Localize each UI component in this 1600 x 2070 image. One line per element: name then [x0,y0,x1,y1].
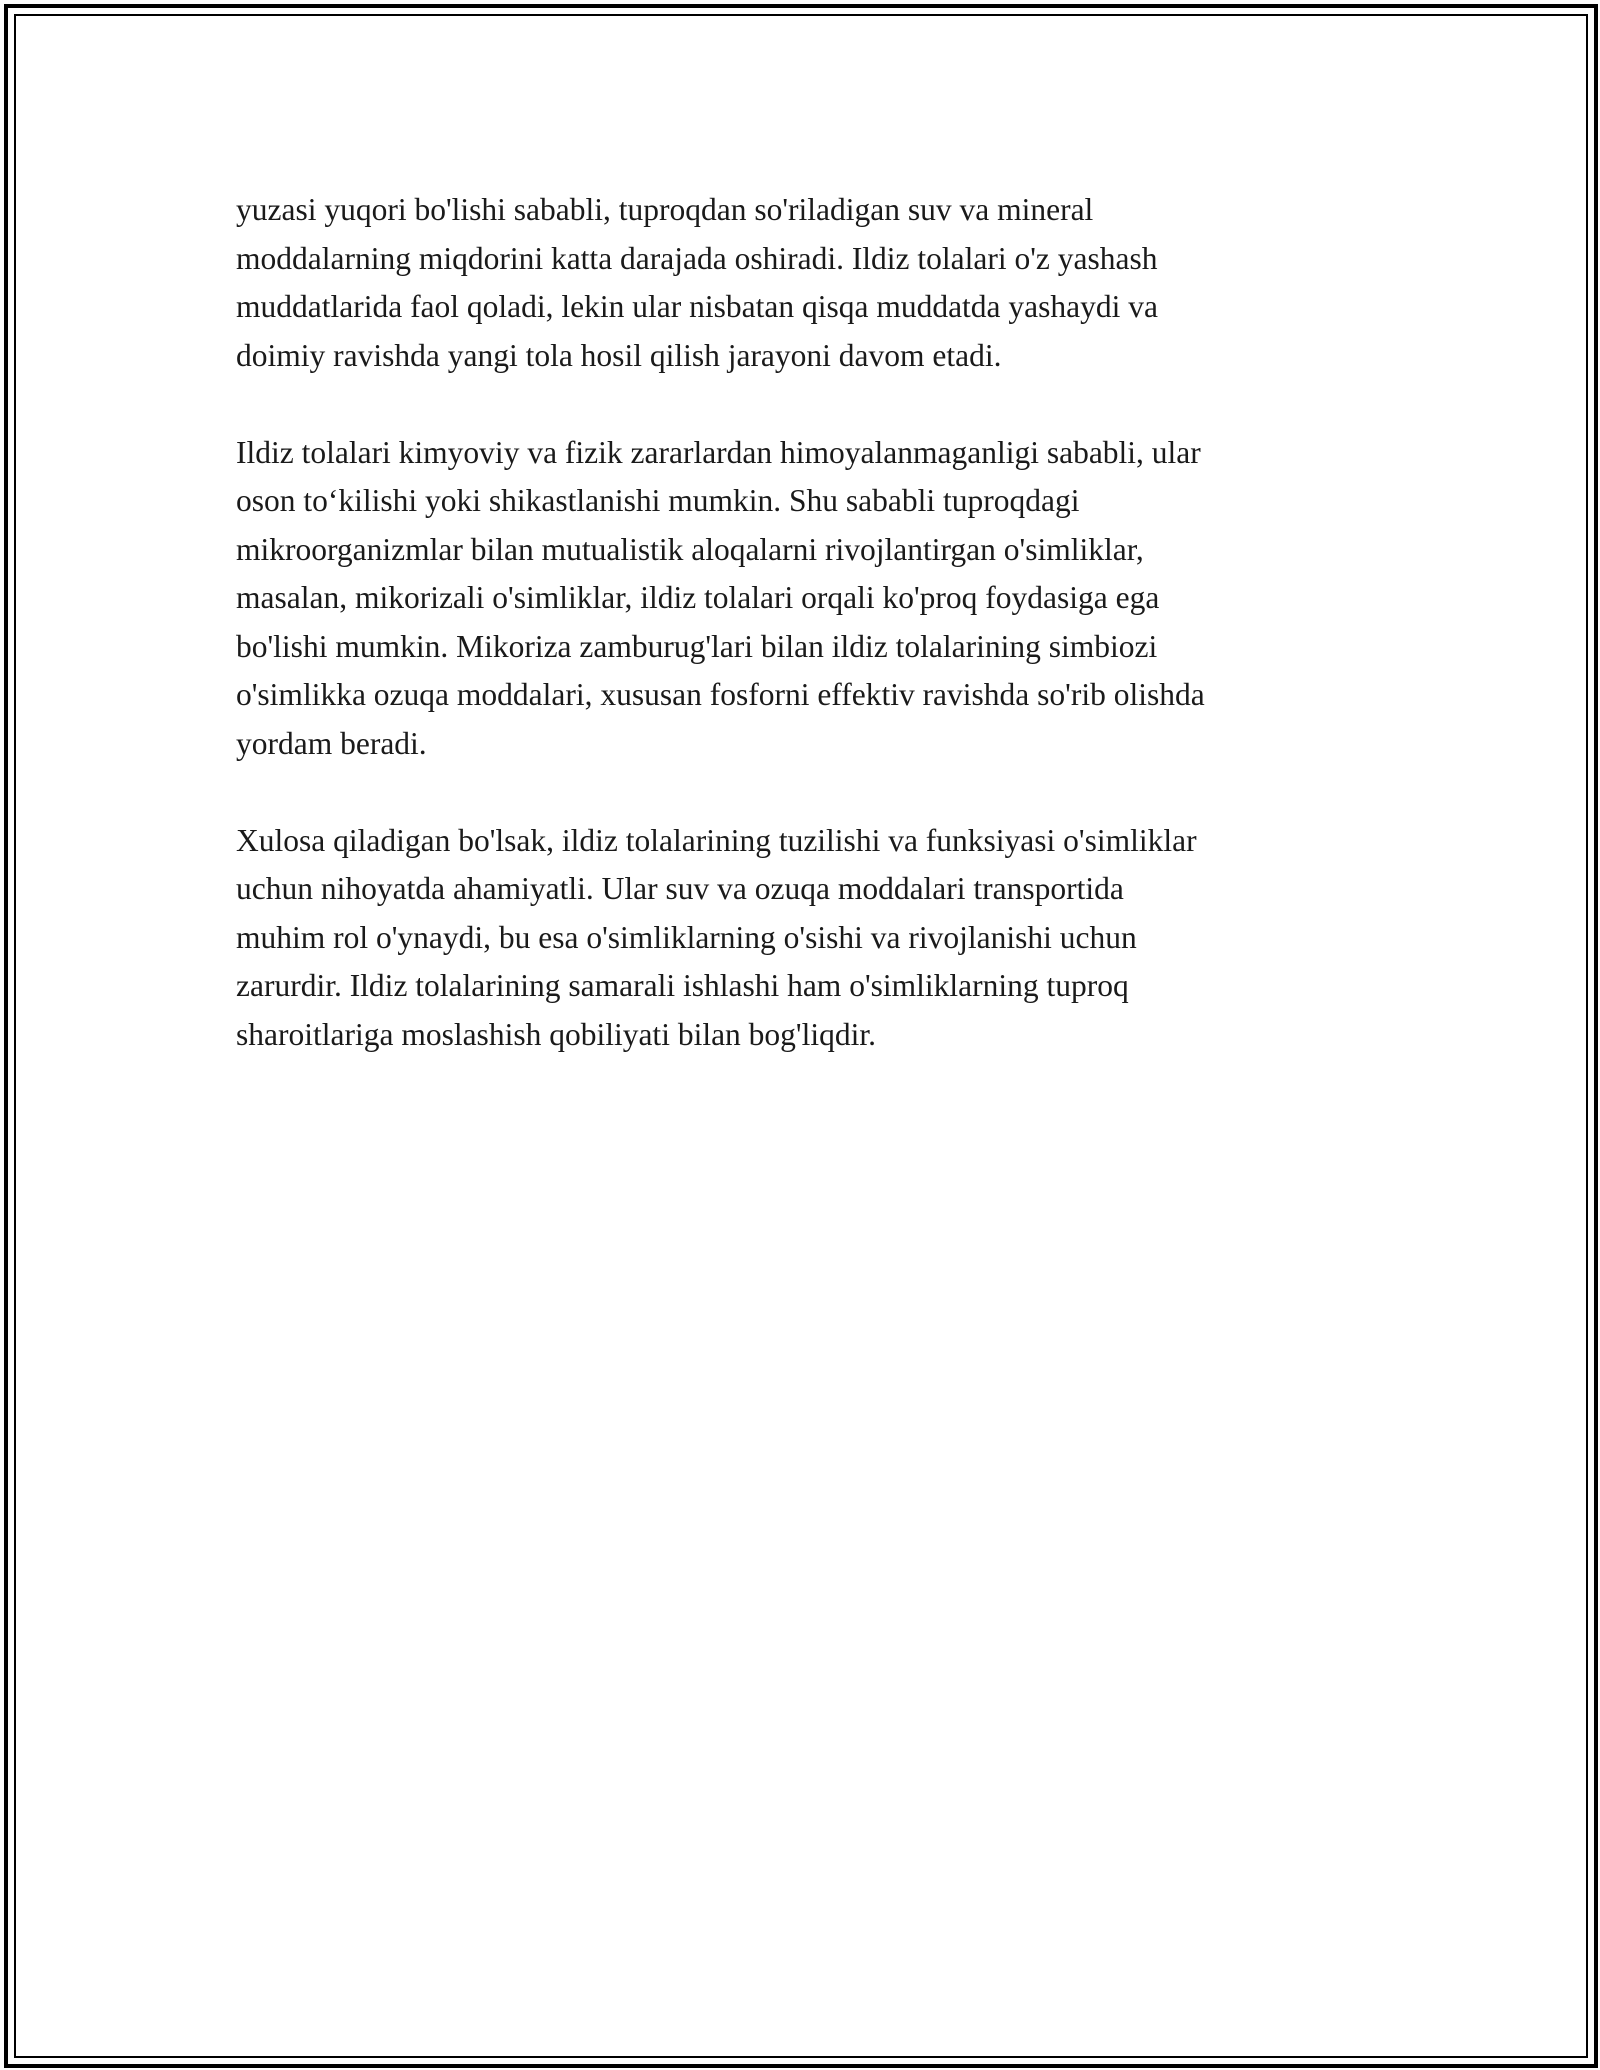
paragraph-2: Ildiz tolalari kimyoviy va fizik zararlardan himoyalanmaganligi sababli, ular oson to‘kilishi yoki shikastlanishi mumkin. Shu sababli tuproqdagi mikroorganizmlar bilan mutualistik aloqalarni rivojlantirgan o'simliklar, masalan, mikorizali o'simliklar, ildiz tolalari orqali ko'proq foydasiga ega bo'lishi mumkin. Mikoriza zamburug'lari bilan ildiz tolalarining simbiozi o'simlikka ozuqa moddalari, xususan fosforni effektiv ravishda so'rib olishda yordam beradi. [236,434,1205,761]
paragraph-1: yuzasi yuqori bo'lishi sababli, tuproqdan so'riladigan suv va mineral moddalarning miqdorini katta darajada oshiradi. Ildiz tolalari o'z yashash muddatlarida faol qoladi, lekin ular nisbatan qisqa muddatda yashaydi va doimiy ravishda yangi tola hosil qilish jarayoni davom etadi. [236,192,1158,373]
paragraph-3: Xulosa qiladigan bo'lsak, ildiz tolalarining tuzilishi va funksiyasi o'simliklar uchun nihoyatda ahamiyatli. Ular suv va ozuqa moddalari transportida muhim rol o'ynaydi, bu esa o'simliklarning o'sishi va rivojlanishi uchun zarurdir. Ildiz tolalarining samarali ishlashi ham o'simliklarning tuproq sharoitlariga moslashish qobiliyati bilan bog'liqdir. [236,822,1197,1052]
document-body [236,186,1386,1108]
